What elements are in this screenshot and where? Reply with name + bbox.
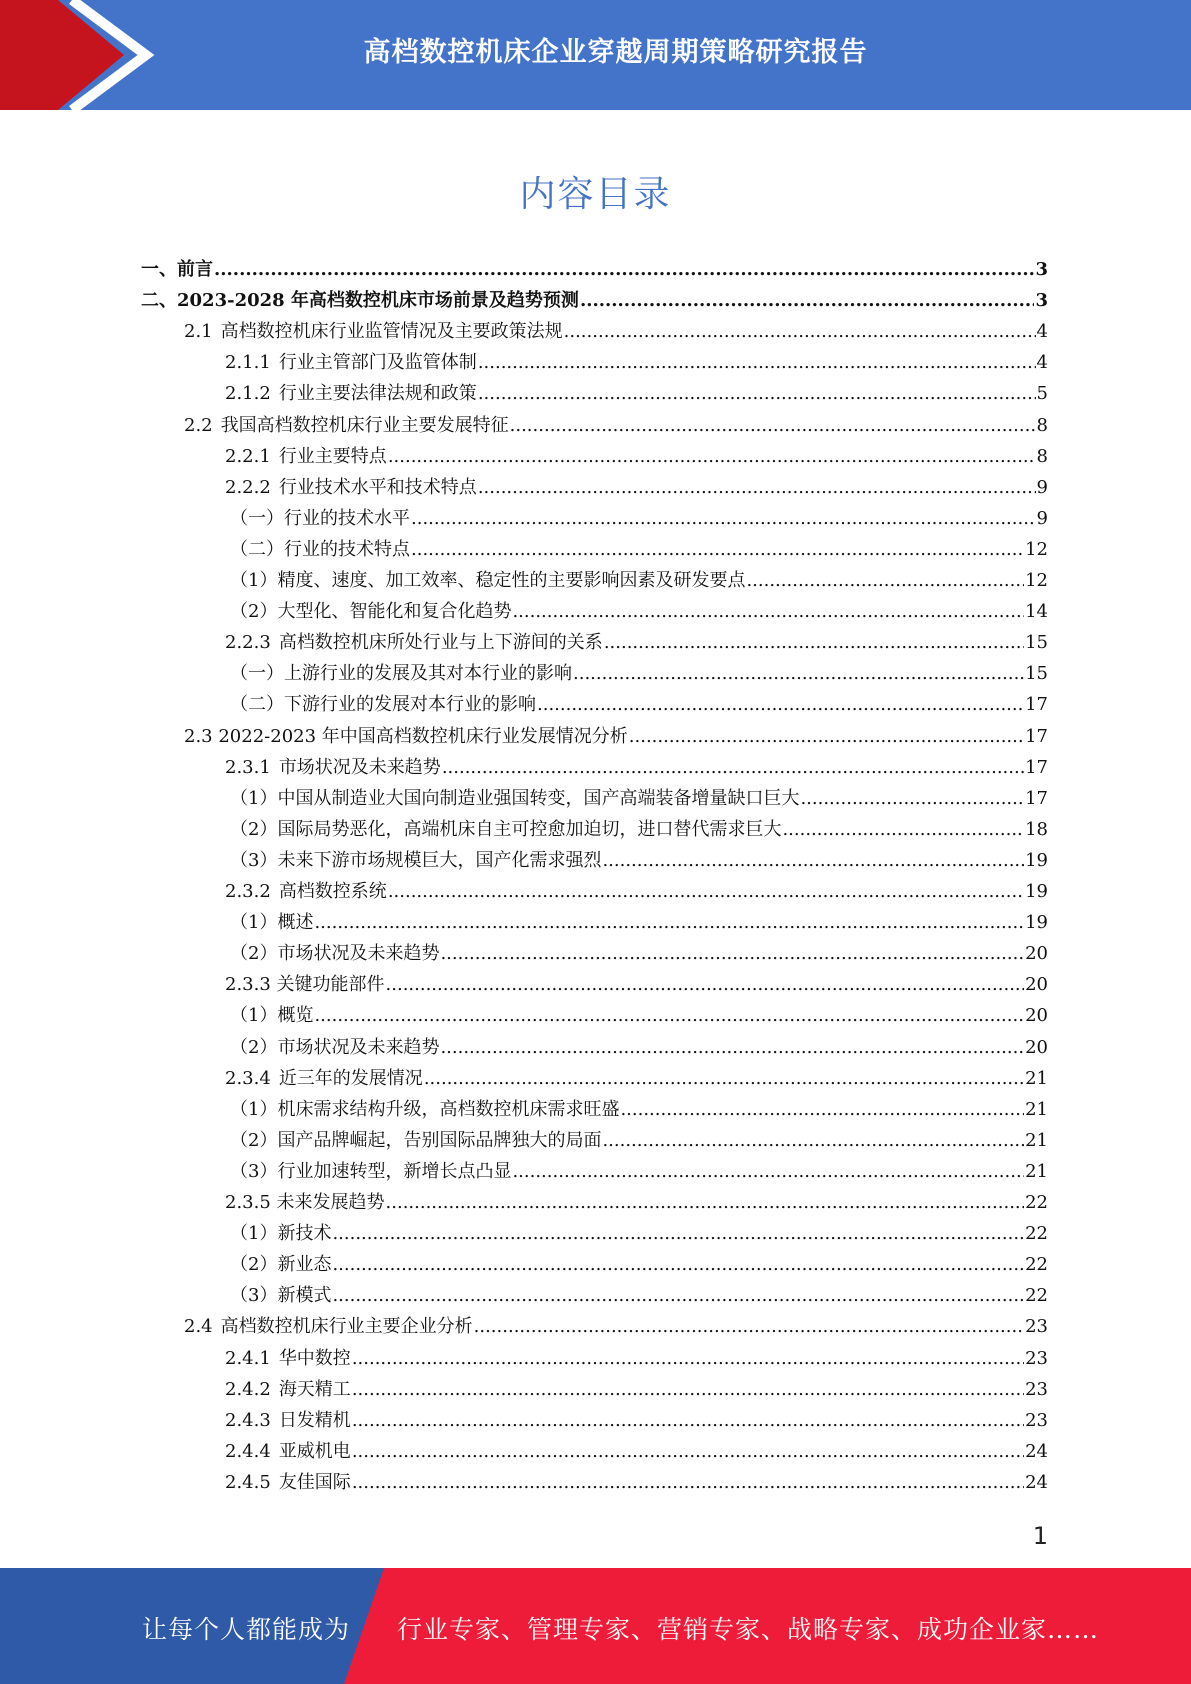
- toc-entry-text: 海天精工: [278, 1378, 351, 1400]
- toc-entry[interactable]: [230, 1032, 1048, 1063]
- toc-entry[interactable]: [230, 1218, 1048, 1249]
- toc-entry-text: 华中数控: [278, 1347, 351, 1369]
- toc-dot-leader: [352, 1467, 1024, 1498]
- toc-entry-text: （一）行业的技术水平: [230, 507, 410, 529]
- toc-entry-page: 22: [1025, 1223, 1048, 1245]
- toc-entry-page: 21: [1025, 1067, 1048, 1089]
- toc-entry-text: 行业技术水平和技术特点: [278, 476, 477, 498]
- toc-entry[interactable]: [230, 1094, 1048, 1125]
- toc-entry[interactable]: [225, 1187, 1048, 1218]
- toc-entry-number: 2.3.2: [225, 881, 271, 902]
- toc-entry[interactable]: [225, 752, 1048, 783]
- toc-entry-number: 2.4: [184, 1316, 213, 1338]
- toc-entry[interactable]: [225, 1467, 1048, 1498]
- toc-entry-page: 8: [1036, 445, 1048, 467]
- toc-entry-page: 4: [1036, 352, 1048, 374]
- toc-entry[interactable]: [230, 658, 1048, 689]
- toc-dot-leader: [411, 503, 1036, 534]
- toc-entry-text: （1）精度、速度、加工效率、稳定性的主要影响因素及研发要点: [230, 570, 746, 591]
- toc-dot-leader: [474, 1311, 1024, 1342]
- toc-dot-leader: [386, 1187, 1025, 1218]
- toc-entry-text: （1）概览: [230, 1005, 314, 1027]
- toc-entry-page: 12: [1025, 570, 1048, 591]
- toc-dot-leader: [629, 721, 1024, 752]
- toc-dot-leader: [800, 783, 1024, 814]
- toc-entry-page: 3: [1035, 290, 1048, 312]
- toc-entry-page: 4: [1036, 321, 1048, 343]
- toc-entry-text: （3）行业加速转型，新增长点凸显: [230, 1160, 512, 1182]
- toc-dot-leader: [478, 472, 1036, 503]
- toc-entry-text: 2.3.3 关键功能部件: [225, 974, 385, 996]
- toc-entry-number: 2.4.4: [225, 1440, 271, 1462]
- toc-entry[interactable]: [230, 534, 1048, 565]
- toc-entry[interactable]: [230, 783, 1048, 814]
- toc-entry-text: （二）行业的技术特点: [230, 538, 410, 560]
- toc-entry-text: 高档数控机床所处行业与上下游间的关系: [278, 632, 603, 654]
- toc-entry-page: 17: [1025, 725, 1048, 747]
- toc-entry-page: 20: [1025, 974, 1048, 996]
- toc-entry-page: 5: [1036, 383, 1048, 405]
- toc-dot-leader: [782, 814, 1024, 845]
- toc-entry-page: 24: [1025, 1440, 1048, 1462]
- toc-entry-number: 2.2.3: [225, 632, 271, 654]
- toc-entry-text: 行业主要法律法规和政策: [278, 383, 477, 405]
- toc-entry-text: 亚威机电: [278, 1440, 351, 1462]
- toc-dot-leader: [537, 689, 1024, 720]
- toc-entry[interactable]: [230, 1156, 1048, 1187]
- toc-entry[interactable]: [141, 254, 1048, 285]
- toc-dot-leader: [352, 1436, 1024, 1467]
- toc-entry-number: 2.2.1: [225, 445, 271, 467]
- toc-entry-number: 2.2: [184, 414, 213, 436]
- toc-entry[interactable]: [230, 814, 1048, 845]
- toc-dot-leader: [512, 1156, 1024, 1187]
- toc-entry-text: （2）市场状况及未来趋势: [230, 943, 440, 965]
- toc-entry-text: 行业主管部门及监管体制: [278, 352, 477, 374]
- toc-dot-leader: [512, 596, 1024, 627]
- toc-entry-page: 21: [1025, 1129, 1048, 1151]
- toc-entry-text: （2）大型化、智能化和复合化趋势: [230, 601, 512, 623]
- toc-entry-page: 20: [1025, 1005, 1048, 1027]
- toc-dot-leader: [314, 1000, 1024, 1031]
- toc-entry[interactable]: [225, 876, 1048, 907]
- toc-dot-leader: [424, 1063, 1024, 1094]
- toc-entry-page: 22: [1025, 1254, 1048, 1276]
- toc-entry-page: 12: [1025, 538, 1048, 560]
- toc-entry-text: （1）中国从制造业大国向制造业强国转变，国产高端装备增量缺口巨大: [230, 787, 800, 809]
- toc-entry[interactable]: [184, 316, 1048, 347]
- toc-entry[interactable]: [230, 503, 1048, 534]
- toc-entry-text: （3）未来下游市场规模巨大，国产化需求强烈: [230, 849, 602, 871]
- toc-entry[interactable]: [225, 1374, 1048, 1405]
- toc-entry[interactable]: [230, 1125, 1048, 1156]
- toc-entry-page: 15: [1025, 632, 1048, 654]
- toc-entry[interactable]: [184, 721, 1048, 752]
- toc-dot-leader: [332, 1280, 1024, 1311]
- toc-entry-number: 2.3.1: [225, 756, 271, 778]
- toc-dot-leader: [352, 1405, 1024, 1436]
- toc-entry-page: 23: [1025, 1316, 1048, 1338]
- toc-entry-page: 20: [1025, 1036, 1048, 1058]
- toc-entry-text: （2）国产品牌崛起，告别国际品牌独大的局面: [230, 1129, 602, 1151]
- toc-dot-leader: [602, 845, 1024, 876]
- toc-entry[interactable]: [230, 596, 1048, 627]
- toc-dot-leader: [510, 410, 1036, 441]
- toc-dot-leader: [214, 254, 1034, 285]
- toc-dot-leader: [332, 1249, 1024, 1280]
- toc-entry[interactable]: [225, 1063, 1048, 1094]
- toc-entry[interactable]: [184, 1311, 1048, 1342]
- toc-dot-leader: [352, 1374, 1024, 1405]
- toc-entry-page: 22: [1025, 1192, 1048, 1213]
- toc-entry-page: 24: [1025, 1471, 1048, 1493]
- toc-entry-text: （二）下游行业的发展对本行业的影响: [230, 694, 536, 716]
- toc-entry-text: （2）新业态: [230, 1254, 332, 1276]
- toc-dot-leader: [602, 1125, 1024, 1156]
- toc-entry-text: 2.3 2022-2023 年中国高档数控机床行业发展情况分析: [184, 725, 628, 747]
- toc-entry-page: 19: [1025, 881, 1048, 902]
- toc-entry-text: 友佳国际: [278, 1471, 351, 1493]
- toc-entry[interactable]: [225, 969, 1048, 1000]
- toc-entry-text: 高档数控系统: [278, 881, 387, 902]
- toc-entry-page: 23: [1025, 1378, 1048, 1400]
- toc-entry[interactable]: [230, 1000, 1048, 1031]
- toc-dot-leader: [478, 378, 1036, 409]
- toc-entry-text: （1）新技术: [230, 1223, 332, 1245]
- toc-dot-leader: [314, 907, 1024, 938]
- toc-entry-text: 二、2023-2028 年高档数控机床市场前景及趋势预测: [141, 290, 579, 312]
- toc-entry-text: 市场状况及未来趋势: [278, 756, 441, 778]
- toc-entry[interactable]: [230, 689, 1048, 720]
- toc-entry[interactable]: [230, 845, 1048, 876]
- footer-banner: [0, 1568, 1191, 1684]
- report-title: 高档数控机床企业穿越周期策略研究报告: [363, 37, 868, 68]
- footer-slogan-left: 让每个人都能成为: [142, 1615, 351, 1644]
- toc-entry-text: （2）市场状况及未来趋势: [230, 1036, 440, 1058]
- toc-dot-leader: [332, 1218, 1024, 1249]
- toc-entry[interactable]: [184, 410, 1048, 441]
- toc-entry[interactable]: [225, 1436, 1048, 1467]
- toc-entry-number: 2.3.4: [225, 1067, 271, 1089]
- toc-entry[interactable]: [141, 285, 1048, 316]
- toc-entry-page: 23: [1025, 1409, 1048, 1431]
- toc-entry-number: 2.4.1: [225, 1347, 271, 1369]
- toc-entry-page: 17: [1025, 756, 1048, 778]
- toc-entry-number: 2.2.2: [225, 476, 271, 498]
- toc-entry-page: 9: [1036, 507, 1048, 529]
- toc-entry-text: 2.3.5 未来发展趋势: [225, 1192, 385, 1213]
- toc-entry-number: 2.1.2: [225, 383, 271, 405]
- toc-entry[interactable]: [225, 472, 1048, 503]
- toc-dot-leader: [388, 876, 1024, 907]
- toc-entry[interactable]: [230, 938, 1048, 969]
- toc-entry[interactable]: [225, 1405, 1048, 1436]
- toc-dot-leader: [386, 969, 1025, 1000]
- toc-dot-leader: [604, 627, 1024, 658]
- page-number: 1: [1032, 1522, 1048, 1550]
- toc-entry-page: 22: [1025, 1285, 1048, 1307]
- toc-entry-number: 2.4.3: [225, 1409, 271, 1431]
- footer-slogan-right: 行业专家、管理专家、营销专家、战略专家、成功企业家……: [397, 1615, 1100, 1644]
- toc-entry-page: 19: [1025, 849, 1048, 871]
- toc-dot-leader: [620, 1094, 1024, 1125]
- toc-entry-text: 高档数控机床行业监管情况及主要政策法规: [220, 321, 563, 343]
- toc-entry-page: 8: [1036, 414, 1048, 436]
- toc-entry-text: （1）机床需求结构升级，高档数控机床需求旺盛: [230, 1098, 620, 1120]
- toc-dot-leader: [580, 285, 1035, 316]
- toc-entry-page: 17: [1025, 787, 1048, 809]
- toc-dot-leader: [442, 752, 1024, 783]
- toc-entry-page: 17: [1025, 694, 1048, 716]
- toc-entry-page: 20: [1025, 943, 1048, 965]
- toc-entry[interactable]: [225, 1343, 1048, 1374]
- toc-dot-leader: [478, 347, 1036, 378]
- toc-entry-text: 日发精机: [278, 1409, 351, 1431]
- toc-entry-text: （3）新模式: [230, 1285, 332, 1307]
- toc-entry-text: 我国高档数控机床行业主要发展特征: [220, 414, 509, 436]
- toc-entry-number: 2.1: [184, 321, 213, 343]
- toc-entry-page: 19: [1025, 912, 1048, 934]
- toc-dot-leader: [440, 1032, 1024, 1063]
- toc-dot-leader: [352, 1343, 1024, 1374]
- toc-entry-page: 21: [1025, 1098, 1048, 1120]
- toc-entry-number: 2.4.2: [225, 1378, 271, 1400]
- toc-entry[interactable]: [225, 378, 1048, 409]
- toc-entry[interactable]: [230, 907, 1048, 938]
- toc-dot-leader: [388, 441, 1036, 472]
- toc-dot-leader: [440, 938, 1024, 969]
- toc-entry-page: 14: [1025, 601, 1048, 623]
- toc-entry-number: 2.4.5: [225, 1471, 271, 1493]
- toc-entry-text: （2）国际局势恶化，高端机床自主可控愈加迫切，进口替代需求巨大: [230, 818, 782, 840]
- toc-entry[interactable]: [225, 347, 1048, 378]
- toc-entry[interactable]: [225, 441, 1048, 472]
- toc-dot-leader: [411, 534, 1024, 565]
- toc-entry-text: （一）上游行业的发展及其对本行业的影响: [230, 663, 572, 685]
- toc-entry-text: （1）概述: [230, 912, 314, 934]
- header-banner: [0, 0, 1191, 110]
- toc-dot-leader: [573, 658, 1024, 689]
- toc-entry-page: 18: [1025, 818, 1048, 840]
- toc-entry-text: 一、前言: [141, 259, 213, 280]
- toc-entry-text: 近三年的发展情况: [278, 1067, 423, 1089]
- toc-entry-number: 2.1.1: [225, 352, 271, 374]
- toc-entry[interactable]: [225, 627, 1048, 658]
- toc-entry-text: 高档数控机床行业主要企业分析: [220, 1316, 473, 1338]
- toc-dot-leader: [746, 565, 1024, 596]
- toc-dot-leader: [564, 316, 1036, 347]
- toc-entry-text: 行业主要特点: [278, 445, 387, 467]
- toc-entry-page: 21: [1025, 1160, 1048, 1182]
- toc-entry-page: 9: [1036, 476, 1048, 498]
- toc-title: 内容目录: [519, 174, 672, 215]
- toc-entry-page: 3: [1035, 259, 1048, 280]
- toc-entry-page: 15: [1025, 663, 1048, 685]
- toc-entry[interactable]: [230, 1249, 1048, 1280]
- toc-entry-page: 23: [1025, 1347, 1048, 1369]
- toc-entry[interactable]: [230, 565, 1048, 596]
- toc-entry[interactable]: [230, 1280, 1048, 1311]
